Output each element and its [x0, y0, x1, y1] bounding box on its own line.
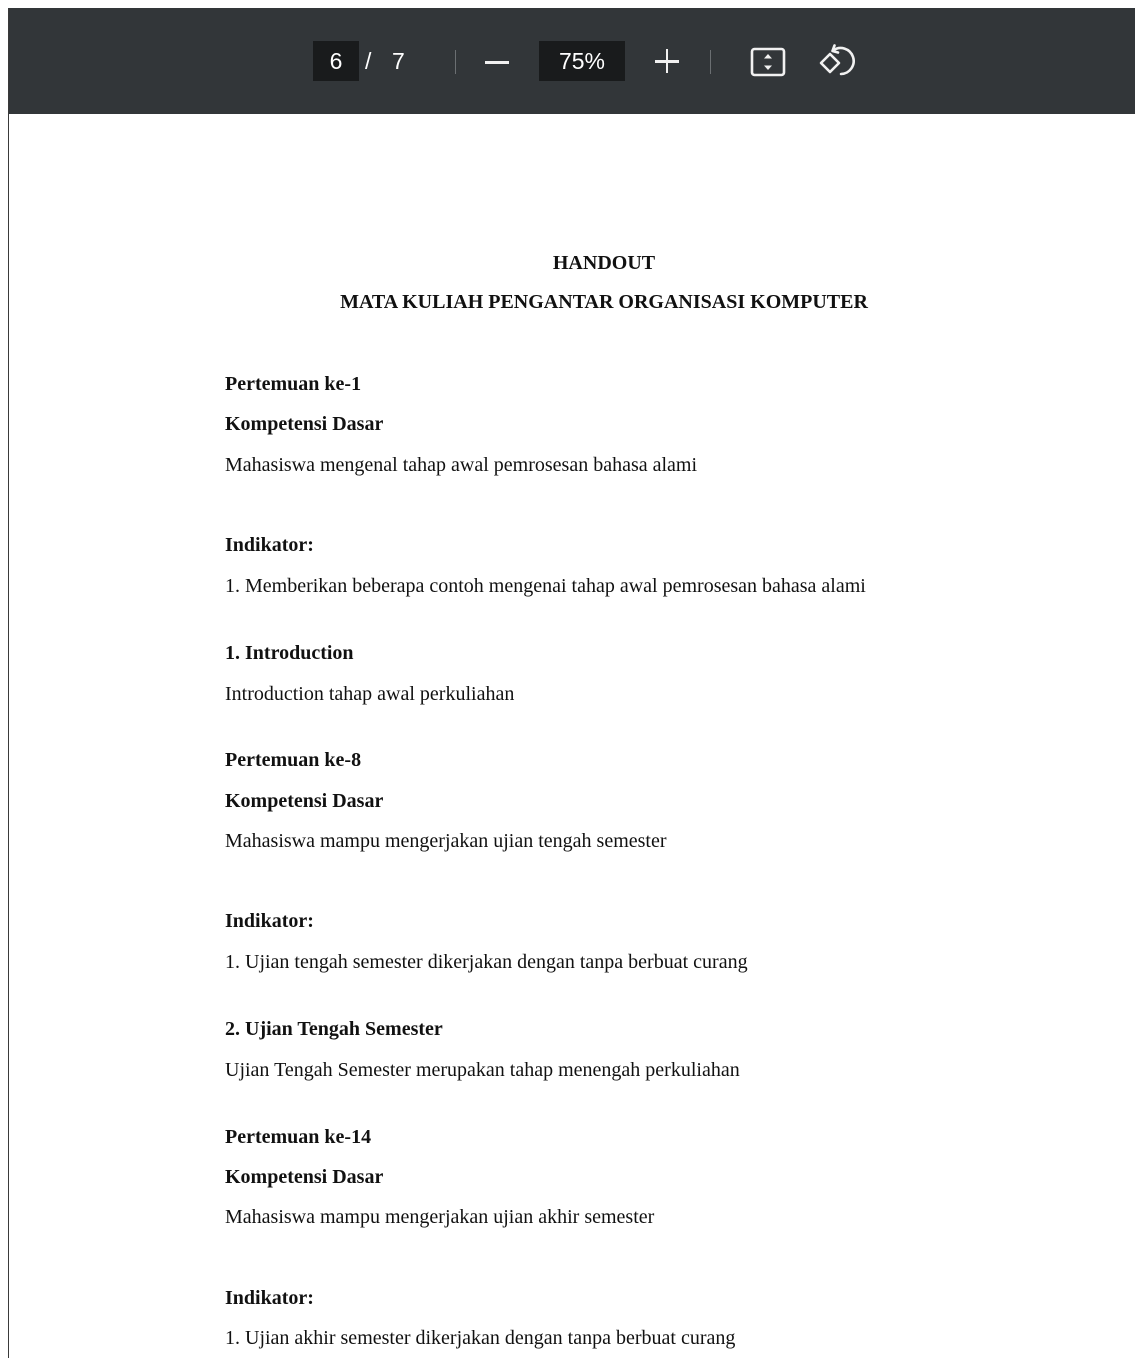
pdf-page — [9, 114, 1135, 1358]
indicator-item: 1. Ujian akhir semester dikerjakan dengan tanpa berbuat curang — [225, 1327, 736, 1349]
topic-title: 2. Ujian Tengah Semester — [225, 1018, 443, 1040]
competency-label: Kompetensi Dasar — [225, 790, 384, 812]
toolbar-divider — [710, 50, 711, 74]
fit-to-page-icon — [749, 46, 787, 78]
indicator-label: Indikator: — [225, 910, 314, 932]
page-total: 7 — [392, 48, 405, 74]
competency-label: Kompetensi Dasar — [225, 1166, 384, 1188]
toolbar-divider — [455, 50, 456, 74]
competency-text: Mahasiswa mengenal tahap awal pemrosesan bahasa alami — [225, 454, 698, 476]
page-number-input[interactable]: 6 — [313, 41, 359, 81]
document-title: HANDOUT — [552, 252, 656, 274]
competency-text: Mahasiswa mampu mengerjakan ujian akhir semester — [225, 1206, 655, 1228]
pdf-toolbar — [9, 8, 1135, 114]
fit-to-page-button[interactable] — [749, 46, 787, 78]
topic-text: Ujian Tengah Semester merupakan tahap menengah perkuliahan — [225, 1059, 740, 1081]
topic-title: 1. Introduction — [225, 642, 354, 664]
zoom-out-button[interactable] — [481, 43, 513, 79]
pdf-viewer — [8, 8, 1135, 1358]
meeting-heading: Pertemuan ke-14 — [225, 1126, 372, 1148]
indicator-item: 1. Memberikan beberapa contoh mengenai tahap awal pemrosesan bahasa alami — [225, 575, 866, 597]
rotate-button[interactable] — [817, 44, 855, 80]
zoom-in-button[interactable] — [651, 43, 683, 79]
zoom-level-input[interactable]: 75% — [539, 41, 625, 81]
competency-text: Mahasiswa mampu mengerjakan ujian tengah semester — [225, 830, 667, 852]
indicator-item: 1. Ujian tengah semester dikerjakan dengan tanpa berbuat curang — [225, 951, 748, 973]
meeting-heading: Pertemuan ke-1 — [225, 373, 362, 395]
topic-text: Introduction tahap awal perkuliahan — [225, 683, 515, 705]
competency-label: Kompetensi Dasar — [225, 413, 384, 435]
page-separator: / — [365, 48, 372, 74]
document-subtitle: MATA KULIAH PENGANTAR ORGANISASI KOMPUTER — [340, 291, 868, 313]
indicator-label: Indikator: — [225, 534, 314, 556]
rotate-counterclockwise-icon — [817, 44, 855, 80]
meeting-heading: Pertemuan ke-8 — [225, 749, 362, 771]
indicator-label: Indikator: — [225, 1287, 314, 1309]
